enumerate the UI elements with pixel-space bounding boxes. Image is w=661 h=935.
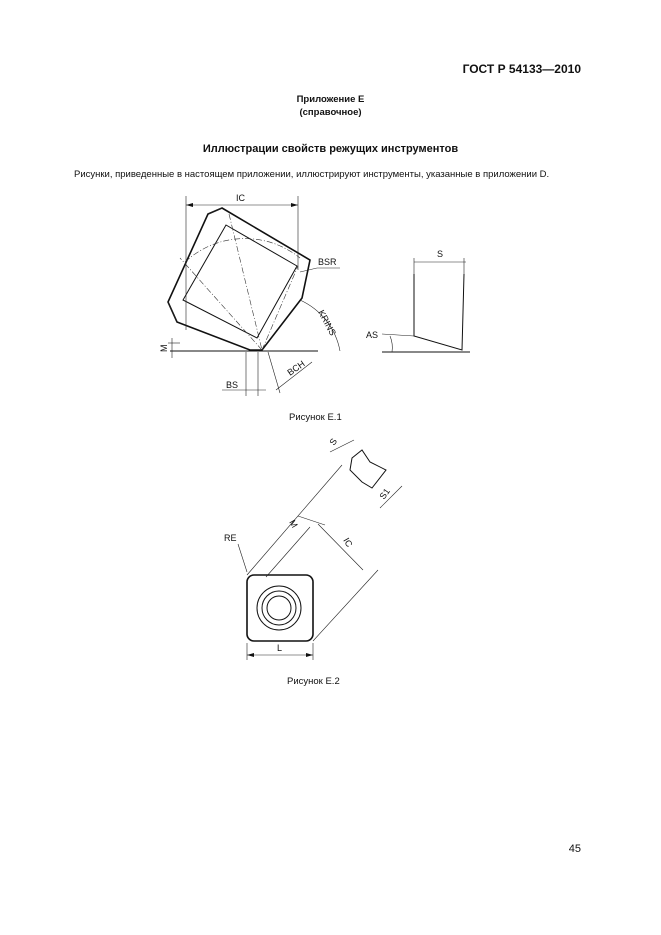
label-s: S (437, 249, 444, 259)
annex-title: Приложение Е (296, 94, 365, 105)
intro-paragraph: Рисунки, приведенные в настоящем приложении, иллюстрируют инструменты, указанные в приложении D. (74, 169, 550, 180)
label-l: L (277, 643, 283, 653)
re-leader (238, 544, 247, 572)
section-profile (350, 450, 386, 488)
figure-e1-caption: Рисунок Е.1 (289, 412, 342, 423)
label-m2: M (287, 518, 300, 530)
label-m: M (159, 344, 169, 352)
annex-subtitle: (справочное) (299, 107, 362, 118)
label-bsr: BSR (318, 257, 337, 267)
label-s1: S1 (377, 486, 392, 502)
outer-bore (257, 586, 301, 630)
diag-line-2 (313, 570, 378, 641)
l-arrow-left (247, 653, 254, 657)
figure-e2-caption: Рисунок Е.2 (287, 676, 340, 687)
label-krins: KRINS (316, 308, 338, 338)
l-arrow-right (306, 653, 313, 657)
m-tick-line (298, 516, 325, 525)
inner-bore (267, 596, 291, 620)
standard-code: ГОСТ Р 54133—2010 (462, 62, 581, 76)
label-ic2: IC (341, 536, 355, 549)
label-s2: S (327, 436, 340, 448)
label-as: AS (366, 330, 379, 340)
label-bs: BS (226, 380, 239, 390)
label-ic: IC (236, 193, 245, 203)
ic-dim-line-2 (318, 524, 363, 570)
insert-top-view (247, 575, 313, 641)
page-number: 45 (568, 843, 581, 855)
label-bch: BCH (285, 358, 307, 378)
section-title: Иллюстрации свойств режущих инструментов (202, 143, 459, 155)
m-ext (266, 527, 310, 577)
label-re: RE (224, 533, 237, 543)
